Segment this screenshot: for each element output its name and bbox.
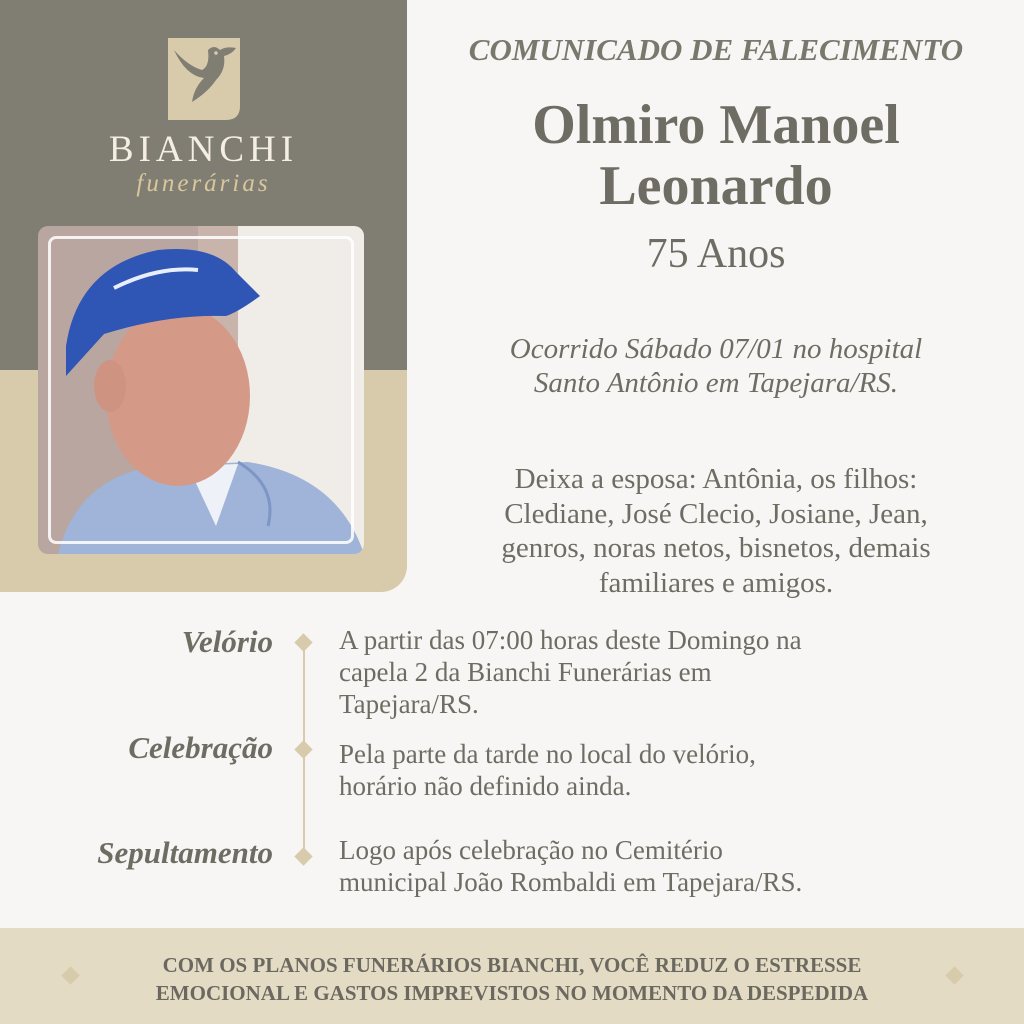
celebracao-details	[339, 738, 979, 802]
sepultamento-details	[339, 834, 979, 898]
family-info	[418, 462, 1014, 600]
sepultamento-line: municipal João Rombaldi em Tapejara/RS.	[339, 867, 803, 897]
velorio-line: capela 2 da Bianchi Funerárias em	[339, 657, 712, 687]
family-line: Clediane, José Clecio, Josiane, Jean,	[504, 497, 928, 530]
dove-logo-icon	[164, 36, 244, 122]
occurrence-line-1: Ocorrido Sábado 07/01 no hospital	[509, 333, 923, 365]
brand-name: BIANCHI	[108, 129, 299, 170]
photo-frame	[48, 236, 354, 544]
occurrence-line-2: Santo Antônio em Tapejara/RS.	[533, 367, 899, 399]
footer-line-2: EMOCIONAL E GASTOS IMPREVISTOS NO MOMENTO DA DESPEDIDA	[155, 981, 869, 1005]
velorio-line: Tapejara/RS.	[339, 689, 479, 719]
family-line: genros, noras netos, bisnetos, demais	[501, 532, 931, 564]
age: 75 Anos	[646, 231, 786, 277]
velorio-label: Velório	[181, 624, 273, 659]
diamond-icon	[294, 847, 312, 865]
diamond-icon	[294, 740, 312, 758]
velorio-details	[339, 624, 979, 720]
family-line: Deixa a esposa: Antônia, os filhos:	[514, 463, 918, 495]
deceased-name	[418, 95, 1014, 217]
diamond-icon	[294, 633, 312, 651]
sepultamento-label: Sepultamento	[97, 835, 273, 870]
name-line-1: Olmiro Manoel	[532, 94, 900, 156]
sepultamento-line: Logo após celebração no Cemitério	[339, 835, 723, 865]
name-line-2: Leonardo	[599, 155, 833, 217]
velorio-line: A partir das 07:00 horas deste Domingo na	[339, 625, 802, 655]
brand-subtitle: funerárias	[136, 170, 271, 197]
celebracao-line: horário não definido ainda.	[339, 771, 632, 801]
notice-heading: COMUNICADO DE FALECIMENTO	[468, 32, 964, 67]
celebracao-line: Pela parte da tarde no local do velório,	[339, 739, 756, 769]
footer-message	[100, 951, 924, 1007]
occurrence-info	[418, 332, 1014, 400]
footer-line-1: COM OS PLANOS FUNERÁRIOS BIANCHI, VOCÊ REDUZ O ESTRESSE	[162, 953, 862, 977]
family-line: familiares e amigos.	[598, 566, 834, 599]
celebracao-label: Celebração	[128, 730, 273, 765]
